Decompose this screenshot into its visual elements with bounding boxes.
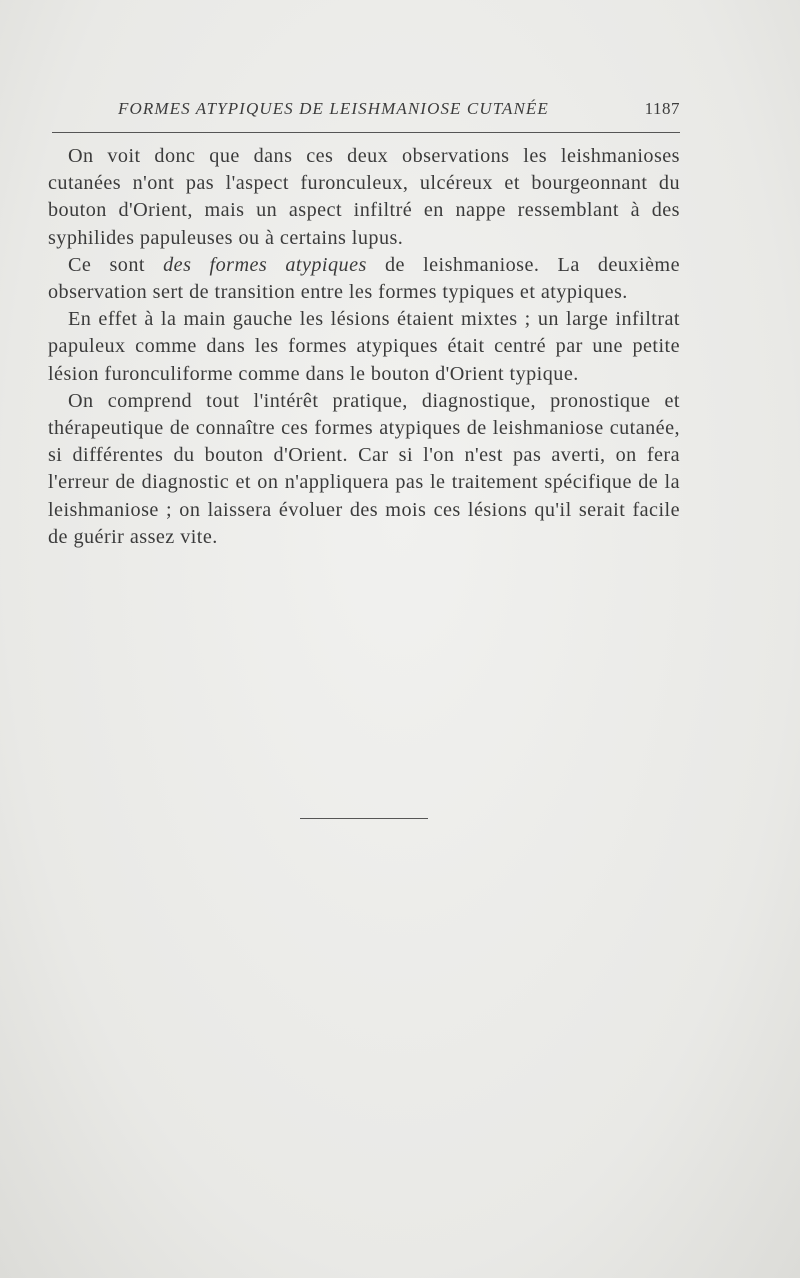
running-title: FORMES ATYPIQUES DE LEISHMANIOSE CUTANÉE <box>118 99 549 118</box>
paragraph-2 <box>48 252 680 306</box>
paragraph-1: On voit donc que dans ces deux observations les leishmanioses cutanées n'ont pas l'aspect furonculeux, ulcéreux et bourgeonnant du bouton d'Orient, mais un aspect infiltré en nappe ressemblant à des syphilides papuleuses ou à certains lupus. <box>48 145 680 249</box>
header-rule <box>52 132 680 133</box>
paragraph-2-lead: Ce sont <box>68 253 164 276</box>
page-number: 1187 <box>644 99 680 118</box>
paragraph-3: En effet à la main gauche les lésions étaient mixtes ; un large infiltrat papuleux comme dans les formes atypiques était centré par une petite lésion furonculiforme comme dans le bouton d'Orient typique. <box>48 308 680 385</box>
paragraph-2-rest: de leishmaniose. La deuxième observation sert de transition entre les formes typiques et atypiques. <box>48 253 680 304</box>
closing-rule <box>300 818 428 819</box>
paragraph-2-emphasis: des formes atypiques <box>163 253 367 276</box>
body-text <box>48 143 680 551</box>
running-head <box>118 99 680 123</box>
paragraph-4: On comprend tout l'intérêt pratique, diagnostique, pronostique et thérapeutique de connaître ces formes atypiques de leishmaniose cutanée, si différentes du bouton d'Orient. Car si l'on n'est pas averti, on fera l'erreur de diagnostic et on n'appliquera pas le traitement spécifique de la leishmaniose ; on laissera évoluer des mois ces lésions qu'il serait facile de guérir assez vite. <box>48 389 680 548</box>
book-page <box>48 0 680 1278</box>
